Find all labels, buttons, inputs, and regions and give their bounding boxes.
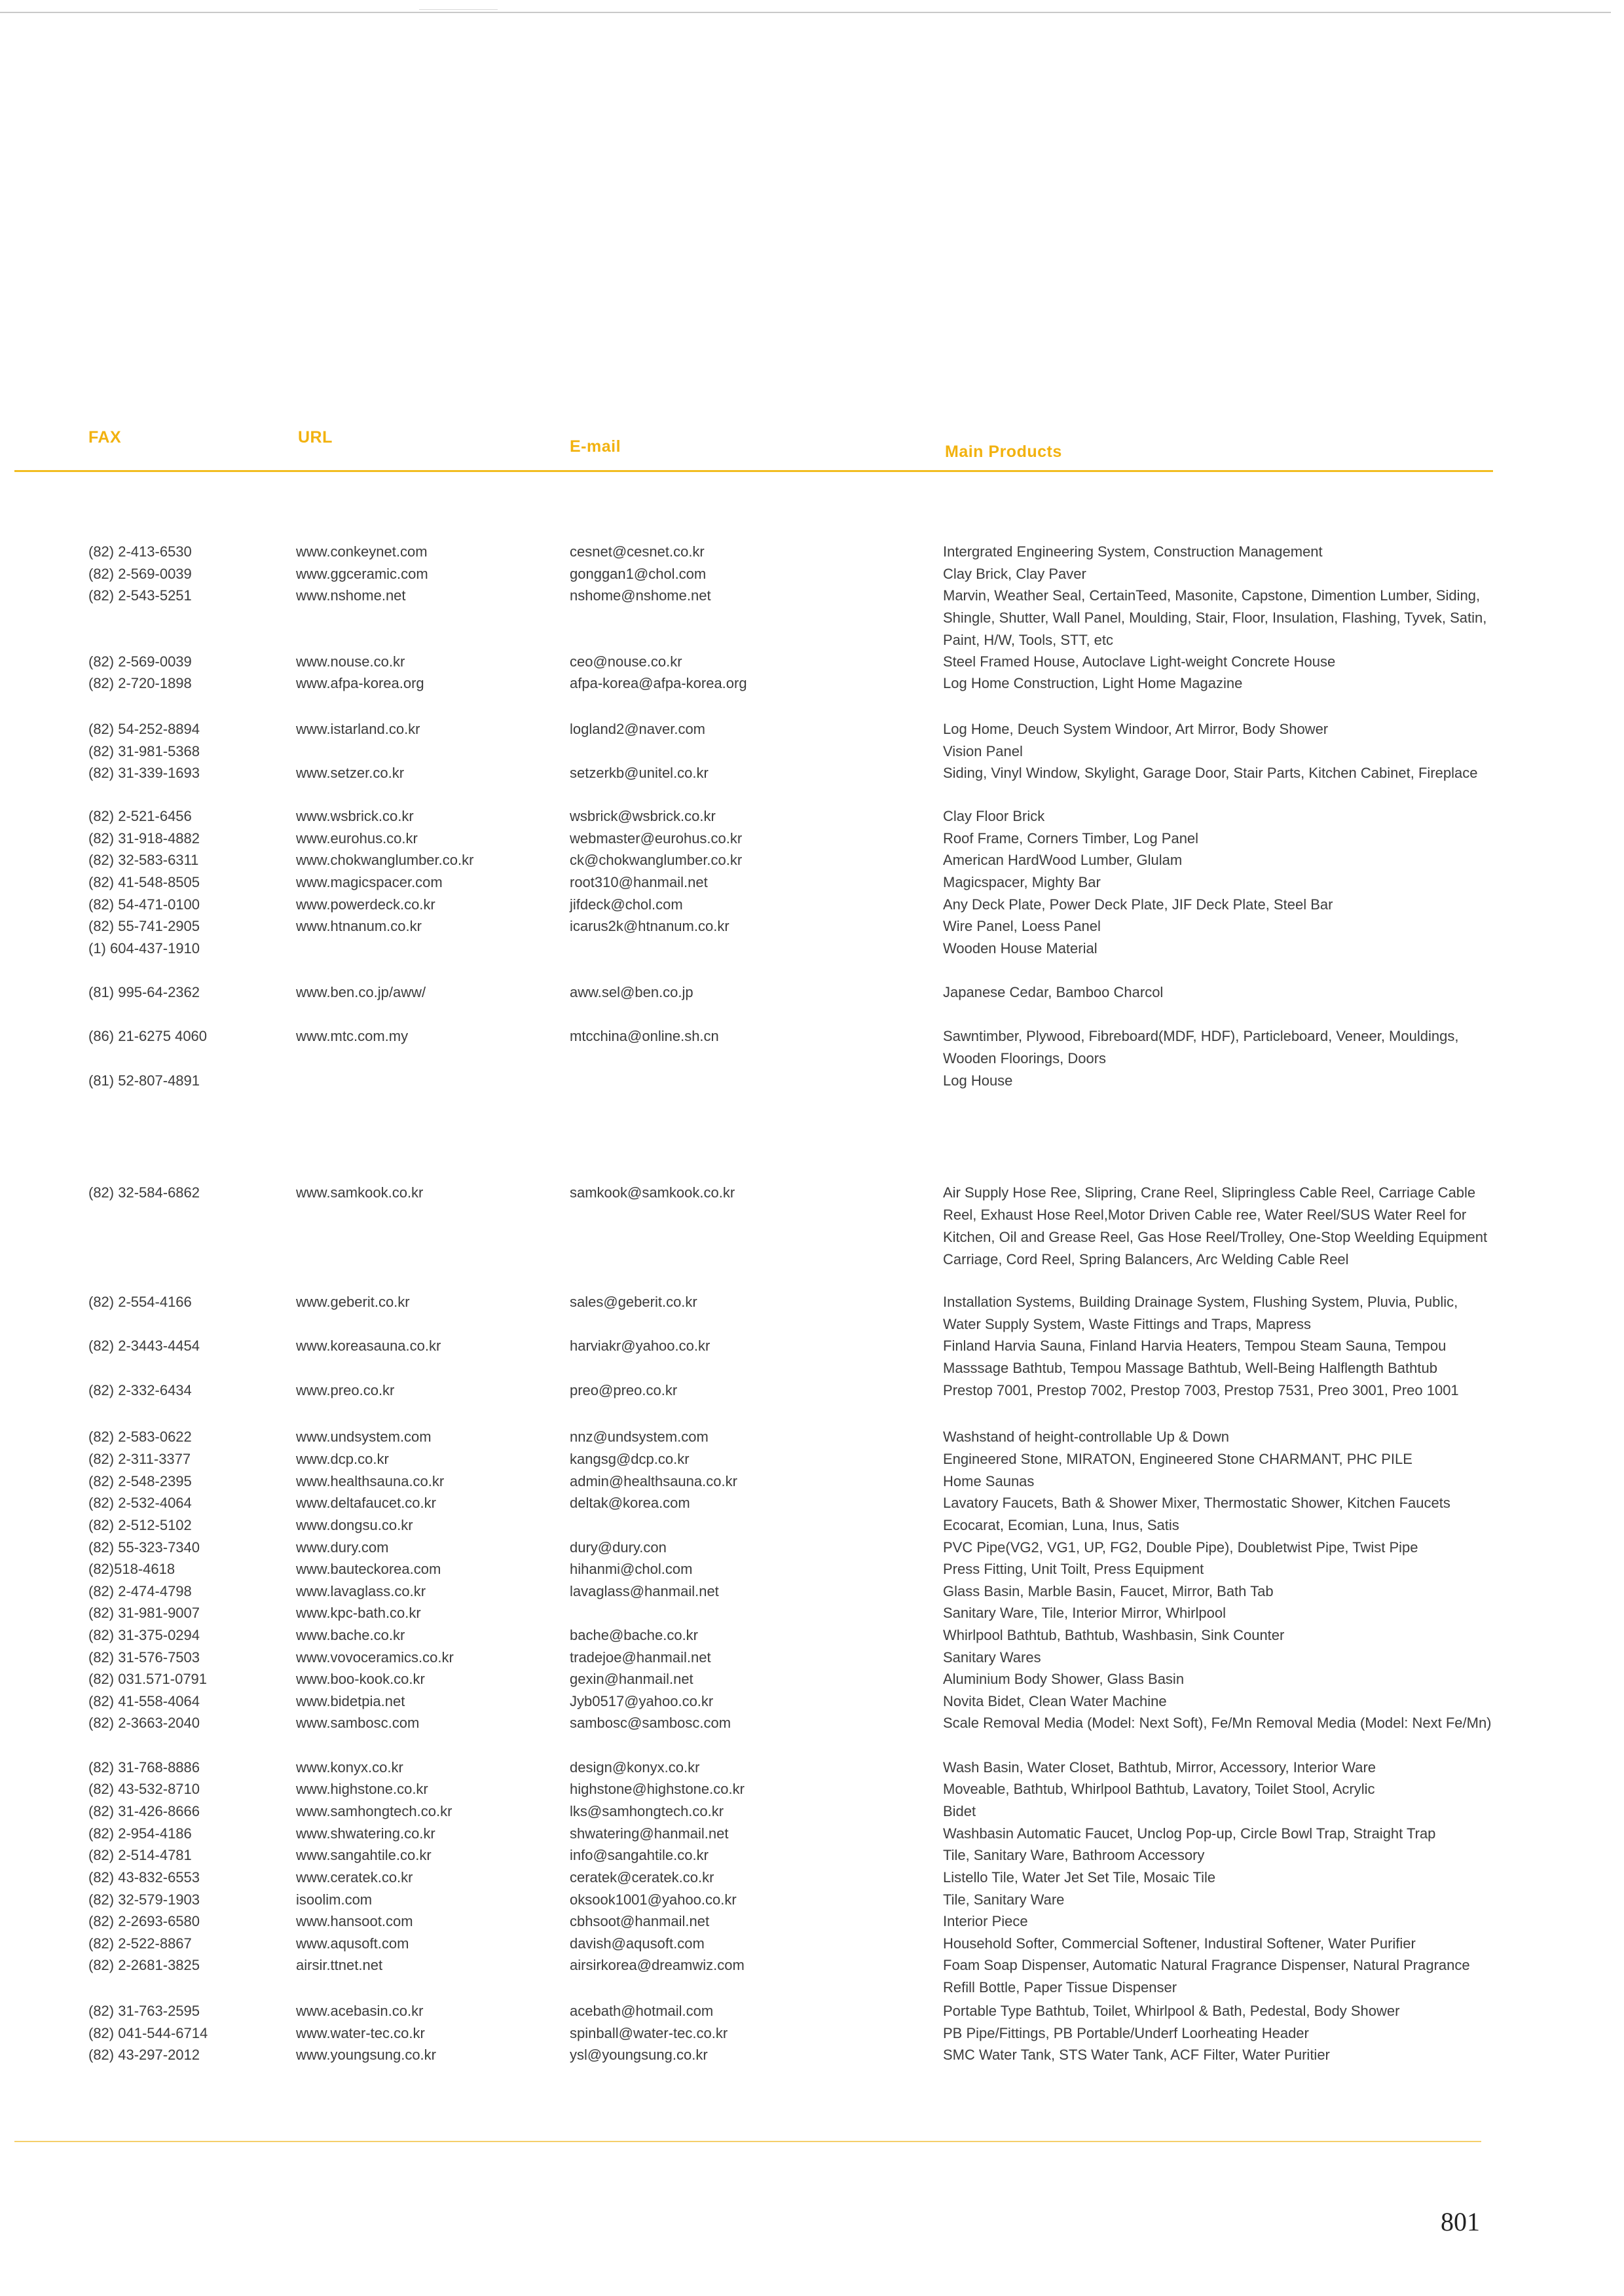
header-main-products: Main Products	[945, 443, 1062, 461]
products-cell: Wooden House Material	[943, 940, 1098, 957]
fax-cell: (82) 2-2681-3825	[88, 1957, 200, 1973]
url-cell: www.sangahtile.co.kr	[296, 1847, 432, 1863]
page-number: 801	[1441, 2207, 1480, 2236]
products-cell: Wash Basin, Water Closet, Bathtub, Mirror, Accessory, Interior Ware	[943, 1759, 1376, 1776]
email-cell: sales@geberit.co.kr	[570, 1294, 697, 1310]
products-cell: Sanitary Wares	[943, 1649, 1041, 1666]
fax-cell: (81) 52-807-4891	[88, 1072, 200, 1089]
email-cell: root310@hanmail.net	[570, 874, 708, 890]
url-cell: www.lavaglass.co.kr	[296, 1583, 426, 1599]
url-cell: www.samhongtech.co.kr	[296, 1803, 452, 1819]
fax-cell: (82) 31-426-8666	[88, 1803, 200, 1819]
products-cell: PVC Pipe(VG2, VG1, UP, FG2, Double Pipe), Doubletwist Pipe, Twist Pipe	[943, 1539, 1418, 1556]
url-cell: www.bache.co.kr	[296, 1627, 405, 1643]
products-cell: Whirlpool Bathtub, Bathtub, Washbasin, Sink Counter	[943, 1627, 1285, 1643]
url-cell: www.koreasauna.co.kr	[296, 1338, 441, 1354]
url-cell: www.shwatering.co.kr	[296, 1825, 435, 1842]
url-cell: www.dcp.co.kr	[296, 1451, 389, 1467]
email-cell: lks@samhongtech.co.kr	[570, 1803, 724, 1819]
url-cell: www.eurohus.co.kr	[296, 830, 418, 847]
email-cell: cesnet@cesnet.co.kr	[570, 543, 705, 560]
products-cell: Intergrated Engineering System, Construction Management	[943, 543, 1323, 560]
fax-cell: (82) 41-548-8505	[88, 874, 200, 890]
fax-cell: (82)518-4618	[88, 1561, 175, 1577]
products-cell: Lavatory Faucets, Bath & Shower Mixer, Thermostatic Shower, Kitchen Faucets	[943, 1495, 1450, 1511]
url-cell: www.ggceramic.com	[296, 566, 428, 582]
products-cell: Novita Bidet, Clean Water Machine	[943, 1693, 1167, 1709]
url-cell: www.nouse.co.kr	[296, 653, 405, 670]
email-cell: kangsg@dcp.co.kr	[570, 1451, 690, 1467]
header-rule	[14, 470, 1493, 472]
products-cell: Tile, Sanitary Ware	[943, 1891, 1065, 1908]
products-cell: SMC Water Tank, STS Water Tank, ACF Filter, Water Puritier	[943, 2047, 1330, 2063]
fax-cell: (82) 2-548-2395	[88, 1473, 192, 1489]
fax-cell: (82) 2-554-4166	[88, 1294, 192, 1310]
fax-cell: (82) 2-522-8867	[88, 1935, 192, 1952]
fax-cell: (86) 21-6275 4060	[88, 1028, 208, 1044]
products-cell: Wire Panel, Loess Panel	[943, 918, 1101, 934]
fax-cell: (82) 31-981-9007	[88, 1605, 200, 1621]
email-cell: mtcchina@online.sh.cn	[570, 1028, 719, 1044]
url-cell: www.sambosc.com	[296, 1715, 420, 1731]
email-cell: highstone@highstone.co.kr	[570, 1781, 745, 1797]
fax-cell: (82) 2-474-4798	[88, 1583, 192, 1599]
fax-cell: (82) 2-512-5102	[88, 1517, 192, 1533]
fax-cell: (82) 2-569-0039	[88, 653, 192, 670]
products-cell: Scale Removal Media (Model: Next Soft), Fe/Mn Removal Media (Model: Next Fe/Mn)	[943, 1715, 1492, 1731]
fax-cell: (82) 55-323-7340	[88, 1539, 200, 1556]
url-cell: www.water-tec.co.kr	[296, 2025, 425, 2041]
email-cell: dury@dury.con	[570, 1539, 667, 1556]
email-cell: logland2@naver.com	[570, 721, 706, 737]
products-cell: Log House	[943, 1072, 1013, 1089]
scan-top-mark	[419, 0, 498, 10]
products-cell: Clay Floor Brick	[943, 808, 1045, 824]
products-cell: American HardWood Lumber, Glulam	[943, 852, 1183, 868]
email-cell: acebath@hotmail.com	[570, 2003, 714, 2019]
email-cell: webmaster@eurohus.co.kr	[570, 830, 743, 847]
url-cell: www.deltafaucet.co.kr	[296, 1495, 436, 1511]
email-cell: gexin@hanmail.net	[570, 1671, 693, 1687]
email-cell: airsirkorea@dreamwiz.com	[570, 1957, 745, 1973]
email-cell: sambosc@sambosc.com	[570, 1715, 731, 1731]
email-cell: spinball@water-tec.co.kr	[570, 2025, 728, 2041]
url-cell: www.aqusoft.com	[296, 1935, 409, 1952]
url-cell: www.chokwanglumber.co.kr	[296, 852, 474, 868]
fax-cell: (82) 2-954-4186	[88, 1825, 192, 1842]
url-cell: www.konyx.co.kr	[296, 1759, 403, 1776]
fax-cell: (82) 31-918-4882	[88, 830, 200, 847]
url-cell: www.conkeynet.com	[296, 543, 428, 560]
header-email: E-mail	[570, 437, 621, 456]
fax-cell: (81) 995-64-2362	[88, 984, 200, 1000]
url-cell: www.preo.co.kr	[296, 1382, 395, 1398]
url-cell: www.powerdeck.co.kr	[296, 896, 435, 913]
products-cell: Installation Systems, Building Drainage System, Flushing System, Pluvia, Public, Water Supply System, Waste Fittings and Traps, Mapress	[943, 1294, 1458, 1332]
url-cell: www.undsystem.com	[296, 1429, 432, 1445]
email-cell: wsbrick@wsbrick.co.kr	[570, 808, 716, 824]
fax-cell: (82) 31-763-2595	[88, 2003, 200, 2019]
products-cell: Clay Brick, Clay Paver	[943, 566, 1086, 582]
fax-cell: (82) 31-981-5368	[88, 743, 200, 759]
url-cell: www.mtc.com.my	[296, 1028, 409, 1044]
email-cell: ysl@youngsung.co.kr	[570, 2047, 708, 2063]
url-cell: www.bauteckorea.com	[296, 1561, 441, 1577]
url-cell: www.boo-kook.co.kr	[296, 1671, 425, 1687]
products-cell: Press Fitting, Unit Toilt, Press Equipment	[943, 1561, 1204, 1577]
email-cell: icarus2k@htnanum.co.kr	[570, 918, 729, 934]
fax-cell: (82) 2-2693-6580	[88, 1913, 200, 1929]
fax-cell: (82) 031.571-0791	[88, 1671, 208, 1687]
products-cell: Japanese Cedar, Bamboo Charcol	[943, 984, 1164, 1000]
products-cell: Washstand of height-controllable Up & Down	[943, 1429, 1229, 1445]
url-cell: www.afpa-korea.org	[296, 675, 424, 691]
email-cell: design@konyx.co.kr	[570, 1759, 700, 1776]
email-cell: gonggan1@chol.com	[570, 566, 707, 582]
products-cell: Glass Basin, Marble Basin, Faucet, Mirror, Bath Tab	[943, 1583, 1274, 1599]
url-cell: www.magicspacer.com	[296, 874, 443, 890]
url-cell: isoolim.com	[296, 1891, 373, 1908]
email-cell: nnz@undsystem.com	[570, 1429, 709, 1445]
products-cell: Tile, Sanitary Ware, Bathroom Accessory	[943, 1847, 1205, 1863]
fax-cell: (82) 54-471-0100	[88, 896, 200, 913]
products-cell: Washbasin Automatic Faucet, Unclog Pop-up, Circle Bowl Trap, Straight Trap	[943, 1825, 1436, 1842]
products-cell: Household Softer, Commercial Softener, Industiral Softener, Water Purifier	[943, 1935, 1416, 1952]
products-cell: Foam Soap Dispenser, Automatic Natural Fragrance Dispenser, Natural Pragrance Refill Bottle, Paper Tissue Dispenser	[943, 1957, 1470, 1995]
header-url: URL	[298, 428, 333, 446]
products-cell: Roof Frame, Corners Timber, Log Panel	[943, 830, 1199, 847]
fax-cell: (82) 2-3443-4454	[88, 1338, 200, 1354]
products-cell: Magicspacer, Mighty Bar	[943, 874, 1101, 890]
email-cell: jifdeck@chol.com	[570, 896, 683, 913]
url-cell: www.bidetpia.net	[296, 1693, 405, 1709]
fax-cell: (82) 2-332-6434	[88, 1382, 192, 1398]
fax-cell: (82) 43-532-8710	[88, 1781, 200, 1797]
fax-cell: (82) 2-543-5251	[88, 587, 192, 604]
products-cell: Vision Panel	[943, 743, 1023, 759]
fax-cell: (82) 2-311-3377	[88, 1451, 191, 1467]
email-cell: tradejoe@hanmail.net	[570, 1649, 711, 1666]
email-cell: hihanmi@chol.com	[570, 1561, 693, 1577]
email-cell: samkook@samkook.co.kr	[570, 1184, 735, 1201]
url-cell: www.samkook.co.kr	[296, 1184, 424, 1201]
products-cell: Bidet	[943, 1803, 976, 1819]
email-cell: deltak@korea.com	[570, 1495, 690, 1511]
fax-cell: (82) 31-768-8886	[88, 1759, 200, 1776]
fax-cell: (82) 32-583-6311	[88, 852, 199, 868]
url-cell: airsir.ttnet.net	[296, 1957, 383, 1973]
fax-cell: (82) 2-3663-2040	[88, 1715, 200, 1731]
url-cell: www.geberit.co.kr	[296, 1294, 410, 1310]
email-cell: afpa-korea@afpa-korea.org	[570, 675, 747, 691]
products-cell: Sawntimber, Plywood, Fibreboard(MDF, HDF), Particleboard, Veneer, Mouldings, Wooden Floorings, Doors	[943, 1028, 1459, 1066]
url-cell: www.ceratek.co.kr	[296, 1869, 413, 1886]
fax-cell: (82) 2-532-4064	[88, 1495, 192, 1511]
products-cell: Sanitary Ware, Tile, Interior Mirror, Whirlpool	[943, 1605, 1226, 1621]
email-cell: ceo@nouse.co.kr	[570, 653, 682, 670]
fax-cell: (82) 2-569-0039	[88, 566, 192, 582]
email-cell: cbhsoot@hanmail.net	[570, 1913, 710, 1929]
email-cell: bache@bache.co.kr	[570, 1627, 699, 1643]
email-cell: harviakr@yahoo.co.kr	[570, 1338, 710, 1354]
email-cell: admin@healthsauna.co.kr	[570, 1473, 737, 1489]
url-cell: www.healthsauna.co.kr	[296, 1473, 445, 1489]
email-cell: nshome@nshome.net	[570, 587, 711, 604]
footer-rule	[14, 2141, 1481, 2142]
fax-cell: (82) 041-544-6714	[88, 2025, 208, 2041]
products-cell: Prestop 7001, Prestop 7002, Prestop 7003, Prestop 7531, Preo 3001, Preo 1001	[943, 1382, 1459, 1398]
email-cell: oksook1001@yahoo.co.kr	[570, 1891, 737, 1908]
url-cell: www.acebasin.co.kr	[296, 2003, 424, 2019]
top-border-line	[0, 12, 1611, 13]
email-cell: preo@preo.co.kr	[570, 1382, 678, 1398]
fax-cell: (82) 2-521-6456	[88, 808, 192, 824]
products-cell: Siding, Vinyl Window, Skylight, Garage Door, Stair Parts, Kitchen Cabinet, Fireplace	[943, 765, 1478, 781]
products-cell: Marvin, Weather Seal, CertainTeed, Masonite, Capstone, Dimention Lumber, Siding, Shingle, Shutter, Wall Panel, Moulding, Stair, Floor, Insulation, Flashing, Tyvek, Satin, Paint, H/W, Tools, STT, etc	[943, 587, 1487, 648]
products-cell: Home Saunas	[943, 1473, 1035, 1489]
fax-cell: (82) 2-413-6530	[88, 543, 192, 560]
url-cell: www.dongsu.co.kr	[296, 1517, 413, 1533]
products-cell: Moveable, Bathtub, Whirlpool Bathtub, Lavatory, Toilet Stool, Acrylic	[943, 1781, 1375, 1797]
products-cell: Interior Piece	[943, 1913, 1028, 1929]
url-cell: www.dury.com	[296, 1539, 389, 1556]
fax-cell: (82) 32-584-6862	[88, 1184, 200, 1201]
products-cell: Steel Framed House, Autoclave Light-weight Concrete House	[943, 653, 1336, 670]
products-cell: Air Supply Hose Ree, Slipring, Crane Reel, Slipringless Cable Reel, Carriage Cable Reel, Exhaust Hose Reel,Motor Driven Cable ree, Water Reel/SUS Water Reel for Kitchen, Oil and Grease Reel, Gas Hose Reel/Trolley, One-Stop Weelding Equipment Carriage, Cord Reel, Spring Balancers, Arc Welding Cable Reel	[943, 1184, 1488, 1267]
products-cell: Aluminium Body Shower, Glass Basin	[943, 1671, 1185, 1687]
url-cell: www.youngsung.co.kr	[296, 2047, 436, 2063]
products-cell: Listello Tile, Water Jet Set Tile, Mosaic Tile	[943, 1869, 1216, 1886]
fax-cell: (82) 31-339-1693	[88, 765, 200, 781]
url-cell: www.highstone.co.kr	[296, 1781, 428, 1797]
fax-cell: (82) 2-583-0622	[88, 1429, 192, 1445]
fax-cell: (1) 604-437-1910	[88, 940, 200, 957]
email-cell: Jyb0517@yahoo.co.kr	[570, 1693, 714, 1709]
email-cell: ck@chokwanglumber.co.kr	[570, 852, 743, 868]
header-fax: FAX	[88, 428, 122, 446]
email-cell: aww.sel@ben.co.jp	[570, 984, 693, 1000]
email-cell: info@sangahtile.co.kr	[570, 1847, 709, 1863]
email-cell: setzerkb@unitel.co.kr	[570, 765, 709, 781]
email-cell: shwatering@hanmail.net	[570, 1825, 729, 1842]
url-cell: www.setzer.co.kr	[296, 765, 405, 781]
url-cell: www.kpc-bath.co.kr	[296, 1605, 421, 1621]
url-cell: www.wsbrick.co.kr	[296, 808, 414, 824]
products-cell: Ecocarat, Ecomian, Luna, Inus, Satis	[943, 1517, 1179, 1533]
fax-cell: (82) 43-832-6553	[88, 1869, 200, 1886]
url-cell: www.ben.co.jp/aww/	[296, 984, 426, 1000]
fax-cell: (82) 31-576-7503	[88, 1649, 200, 1666]
email-cell: ceratek@ceratek.co.kr	[570, 1869, 714, 1886]
fax-cell: (82) 54-252-8894	[88, 721, 200, 737]
fax-cell: (82) 43-297-2012	[88, 2047, 200, 2063]
fax-cell: (82) 2-720-1898	[88, 675, 192, 691]
fax-cell: (82) 55-741-2905	[88, 918, 200, 934]
url-cell: www.hansoot.com	[296, 1913, 413, 1929]
url-cell: www.htnanum.co.kr	[296, 918, 422, 934]
products-cell: Log Home, Deuch System Windoor, Art Mirror, Body Shower	[943, 721, 1329, 737]
products-cell: Log Home Construction, Light Home Magazine	[943, 675, 1243, 691]
email-cell: davish@aqusoft.com	[570, 1935, 705, 1952]
url-cell: www.nshome.net	[296, 587, 406, 604]
url-cell: www.istarland.co.kr	[296, 721, 420, 737]
products-cell: PB Pipe/Fittings, PB Portable/Underf Loorheating Header	[943, 2025, 1309, 2041]
products-cell: Any Deck Plate, Power Deck Plate, JIF Deck Plate, Steel Bar	[943, 896, 1333, 913]
products-cell: Engineered Stone, MIRATON, Engineered Stone CHARMANT, PHC PILE	[943, 1451, 1412, 1467]
products-cell: Finland Harvia Sauna, Finland Harvia Heaters, Tempou Steam Sauna, Tempou Masssage Bathtub, Tempou Massage Bathtub, Well-Being Halflength Bathtub	[943, 1338, 1447, 1376]
url-cell: www.vovoceramics.co.kr	[296, 1649, 454, 1666]
fax-cell: (82) 31-375-0294	[88, 1627, 200, 1643]
fax-cell: (82) 32-579-1903	[88, 1891, 200, 1908]
products-cell: Portable Type Bathtub, Toilet, Whirlpool & Bath, Pedestal, Body Shower	[943, 2003, 1400, 2019]
fax-cell: (82) 41-558-4064	[88, 1693, 200, 1709]
fax-cell: (82) 2-514-4781	[88, 1847, 192, 1863]
email-cell: lavaglass@hanmail.net	[570, 1583, 719, 1599]
